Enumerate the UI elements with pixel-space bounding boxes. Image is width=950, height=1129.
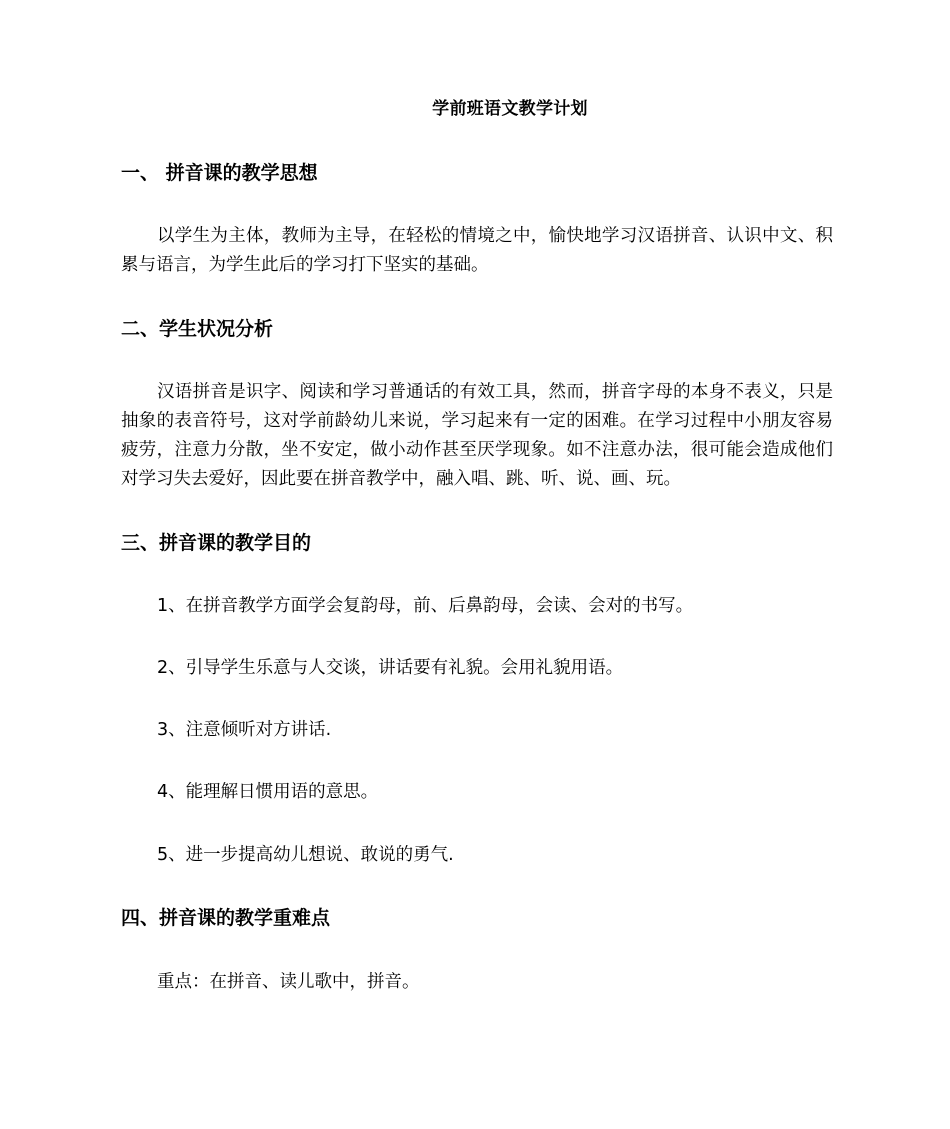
section-heading-student-analysis: 二、学生状况分析 <box>121 318 274 340</box>
goal-item: 4、能理解日惯用语的意思。 <box>157 782 379 802</box>
section-heading-teaching-philosophy: 一、 拼音课的教学思想 <box>121 162 318 184</box>
goal-item: 1、在拼音教学方面学会复韵母，前、后鼻韵母，会读、会对的书写。 <box>157 596 694 616</box>
goal-item: 3、注意倾听对方讲话. <box>157 720 332 740</box>
key-point-item: 重点：在拼音、读儿歌中，拼音。 <box>157 972 420 992</box>
section-heading-key-points: 四、拼音课的教学重难点 <box>121 907 331 929</box>
section-paragraph-student-analysis: 汉语拼音是识字、阅读和学习普通话的有效工具，然而，拼音字母的本身不表义，只是抽象的表音符号，这对学前龄幼儿来说，学习起来有一定的困难。在学习过程中小朋友容易疲劳，注意力分散，坐不安定，做小动作甚至厌学现象。如不注意办法，很可能会造成他们对学习失去爱好，因此要在拼音教学中，融入唱、跳、听、说、画、玩。 <box>121 382 833 489</box>
section-heading-teaching-goals: 三、拼音课的教学目的 <box>121 532 312 554</box>
goal-item: 2、引导学生乐意与人交谈，讲话要有礼貌。会用礼貌用语。 <box>157 658 624 678</box>
goal-item: 5、进一步提高幼儿想说、敢说的勇气. <box>157 845 454 865</box>
document-title: 学前班语文教学计划 <box>432 99 588 119</box>
section-paragraph-teaching-philosophy: 以学生为主体，教师为主导，在轻松的情境之中，愉快地学习汉语拼音、认识中文、积累与语言，为学生此后的学习打下坚实的基础。 <box>121 226 833 275</box>
